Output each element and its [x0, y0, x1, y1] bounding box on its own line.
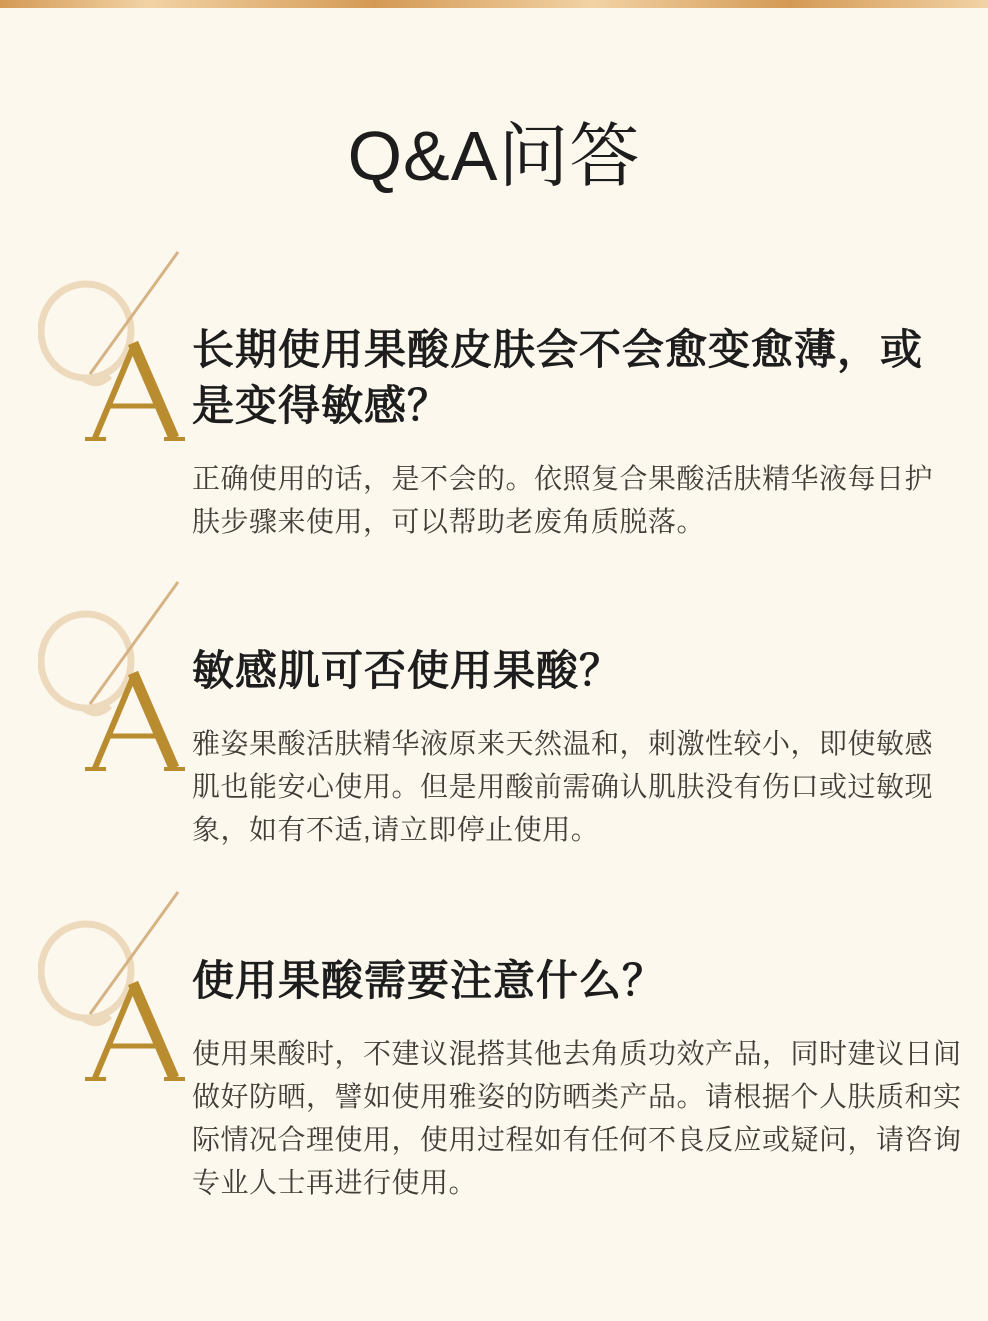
answer-line: 象，如有不适,请立即停止使用。: [192, 814, 600, 845]
answer-line: 际情况合理使用，使用过程如有任何不良反应或疑问，请咨询: [192, 1124, 962, 1155]
answer-text: [192, 1032, 962, 1204]
answer-text: [192, 457, 958, 543]
gold-divider-bar: [0, 0, 988, 8]
question-heading: [192, 890, 958, 1009]
qa-monogram-icon: [38, 890, 188, 1082]
answer-line: 专业人士再进行使用。: [192, 1167, 478, 1198]
question-line: 是变得敏感？: [192, 382, 451, 429]
question-line: 敏感肌可否使用果酸？: [192, 647, 623, 694]
answer-line: 肌也能安心使用。但是用酸前需确认肌肤没有伤口或过敏现: [192, 771, 934, 802]
page-title: Q&A问答: [347, 117, 641, 195]
answer-text: [192, 722, 958, 851]
question-heading: [192, 580, 958, 699]
answer-line: 做好防晒，譬如使用雅姿的防晒类产品。请根据个人肤质和实: [192, 1081, 962, 1112]
qa-monogram-icon: [38, 250, 188, 442]
question-line: 使用果酸需要注意什么？: [192, 957, 666, 1004]
answer-line: 雅姿果酸活肤精华液原来天然温和，刺激性较小，即使敏感: [192, 728, 934, 759]
question-heading: [192, 250, 958, 434]
answer-line: 正确使用的话，是不会的。依照复合果酸活肤精华液每日护: [192, 463, 934, 494]
question-line: 长期使用果酸皮肤会不会愈变愈薄，或: [192, 326, 924, 373]
qa-monogram-icon: [38, 580, 188, 772]
answer-line: 肤步骤来使用，可以帮助老废角质脱落。: [192, 506, 706, 537]
answer-line: 使用果酸时，不建议混搭其他去角质功效产品，同时建议日间: [192, 1038, 962, 1069]
